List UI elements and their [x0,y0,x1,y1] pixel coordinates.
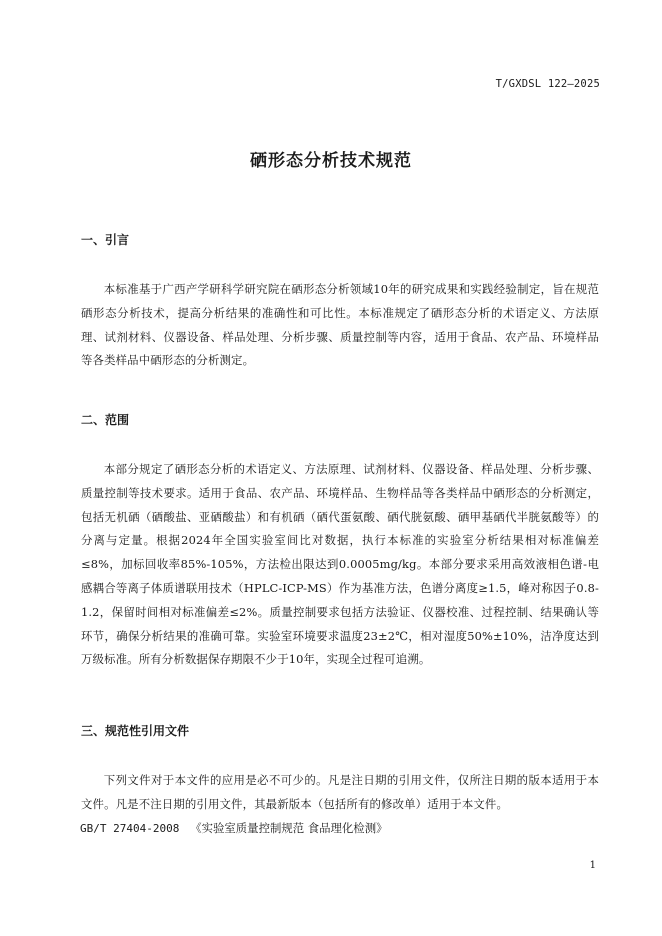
section-paragraph: 下列文件对于本文件的应用是必不可少的。凡是注日期的引用文件，仅所注日期的版本适用于本文件。凡是不注日期的引用文件，其最新版本（包括所有的修改单）适用于本文件。 [81,773,599,811]
reference-title: 《实验室质量控制规范 食品理化检测》 [190,820,388,835]
section-heading: 三、规范性引用文件 [81,724,190,738]
reference-code: GB/T 27404-2008 [80,821,180,835]
section-heading: 二、范围 [81,413,130,427]
section-normative-references [81,721,599,840]
page-number: 1 [589,860,596,871]
section-paragraph: 本部分规定了硒形态分析的术语定义、方法原理、试剂材料、仪器设备、样品处理、分析步骤、质量控制等技术要求。适用于食品、农产品、环境样品、生物样品等各类样品中硒形态的分析测定，包括无机硒（硒酸盐、亚硒酸盐）和有机硒（硒代蛋氨酸、硒代胱氨酸、硒甲基硒代半胱氨酸等）的分离与定量。根据2024年全国实验室间比对数据，执行本标准的实验室分析结果相对标准偏差≤8%，加标回收率85%-105%，方法检出限达到0.0005mg/kg。本部分要求采用高效液相色谱-电感耦合等离子体质谱联用技术（HPLC-ICP-MS）作为基准方法，色谱分离度≥1.5，峰对称因子0.8-1.2，保留时间相对标准偏差≤2%。质量控制要求包括方法验证、仪器校准、过程控制、结果确认等环节，确保分析结果的准确可靠。实验室环境要求温度23±2℃，相对湿度50%±10%，洁净度达到万级标准。所有分析数据保存期限不少于10年，实现全过程可追溯。 [81,462,599,667]
section-heading: 一、引言 [81,233,130,247]
standard-code: T/GXDSL 122—2025 [495,78,600,90]
document-title: 硒形态分析技术规范 [250,151,412,171]
section-paragraph: 本标准基于广西产学研科学研究院在硒形态分析领域10年的研究成果和实践经验制定，旨在规范硒形态分析技术，提高分析结果的准确性和可比性。本标准规定了硒形态分析的术语定义、方法原理、试剂材料、仪器设备、样品处理、分析步骤、质量控制等内容，适用于食品、农产品、环境样品等各类样品中硒形态的分析测定。 [81,282,599,368]
section-introduction [81,230,599,373]
section-scope [81,410,599,672]
reference-item [80,817,599,841]
